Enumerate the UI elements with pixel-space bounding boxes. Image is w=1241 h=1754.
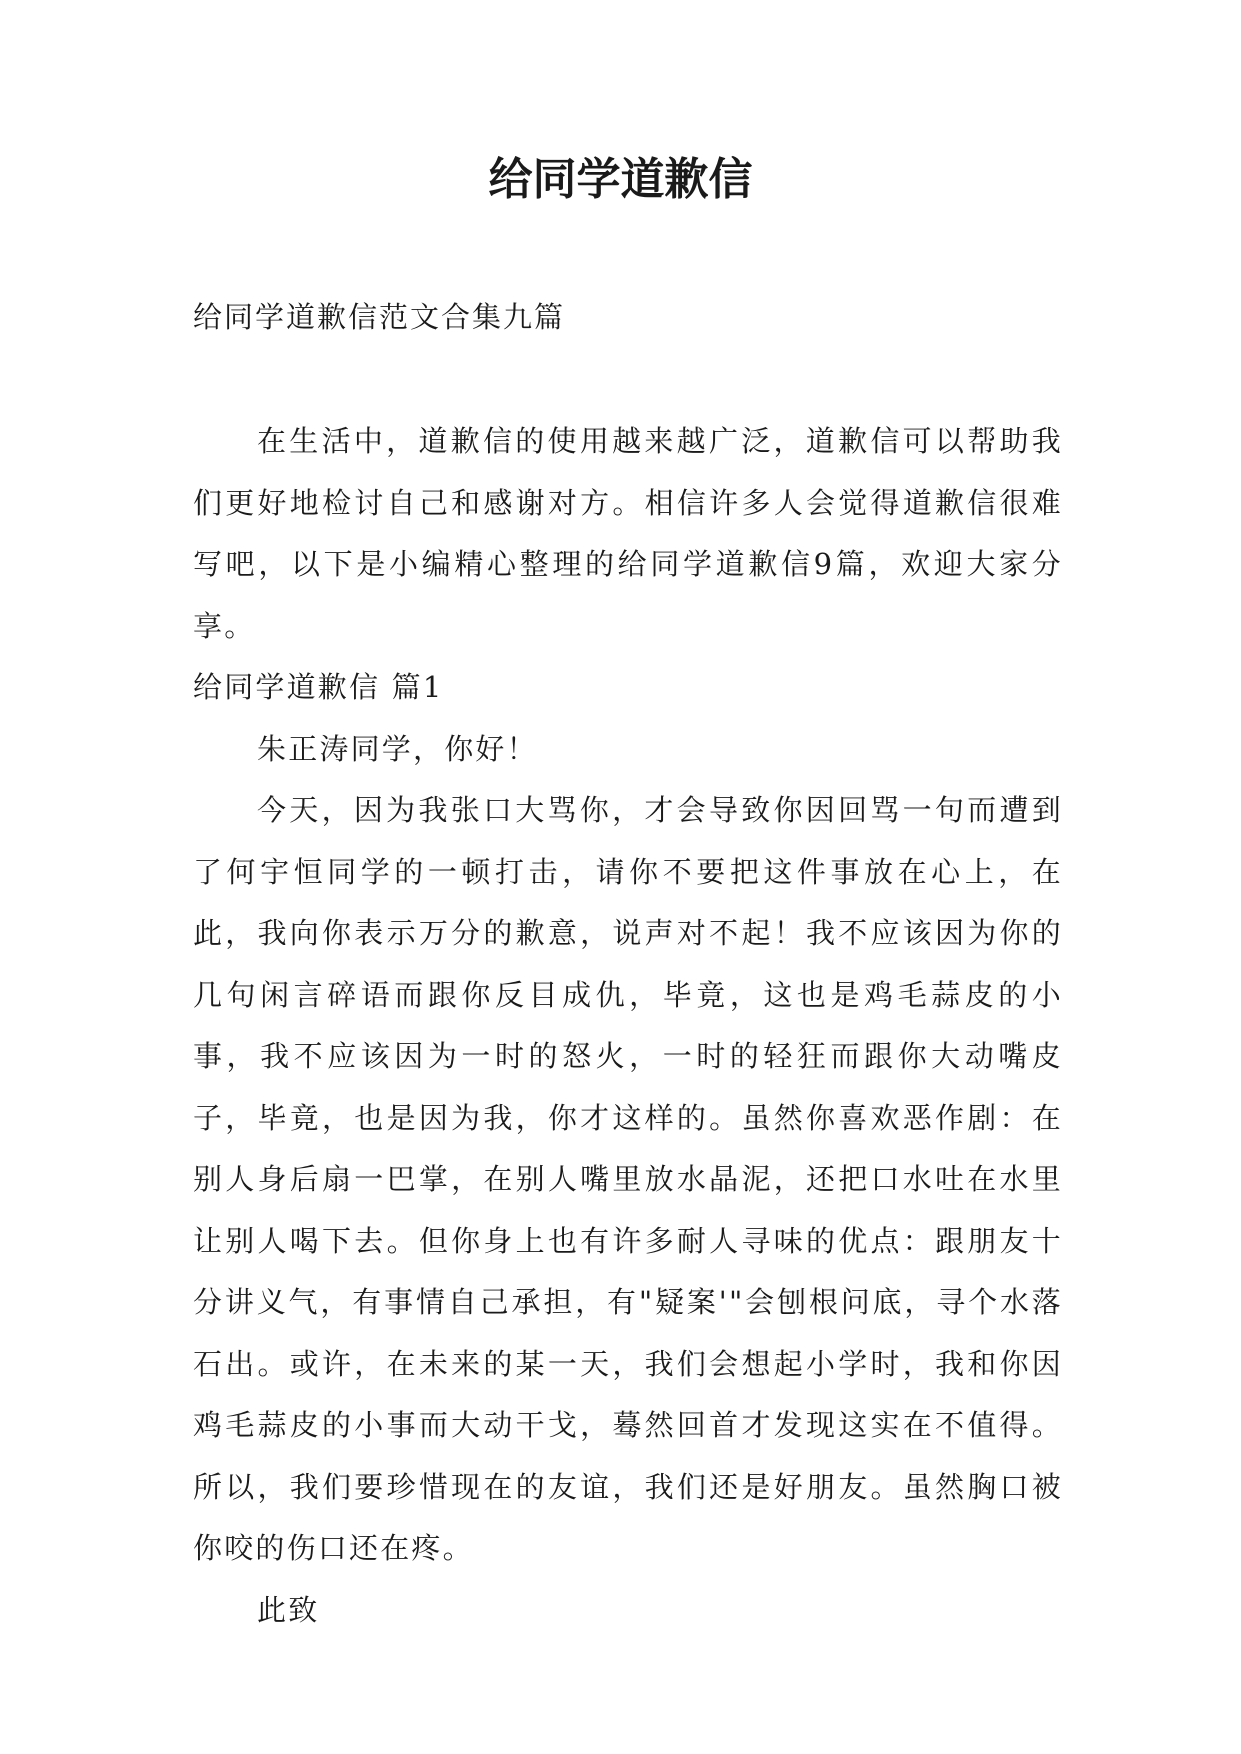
letter-salutation: 朱正涛同学，你好！ [257, 731, 538, 766]
document-body [193, 411, 1063, 1641]
document-title: 给同学道歉信 [488, 154, 753, 205]
intro-paragraph: 在生活中，道歉信的使用越来越广泛，道歉信可以帮助我们更好地检讨自己和感谢对方。相信许多人会觉得道歉信很难写吧，以下是小编精心整理的给同学道歉信9篇，欢迎大家分享。 [193, 424, 1063, 643]
letter-body-paragraph: 今天，因为我张口大骂你，才会导致你因回骂一句而遭到了何宇恒同学的一顿打击，请你不要把这件事放在心上，在此，我向你表示万分的歉意，说声对不起！我不应该因为你的几句闲言碎语而跟你反目成仇，毕竟，这也是鸡毛蒜皮的小事，我不应该因为一时的怒火，一时的轻狂而跟你大动嘴皮子，毕竟，也是因为我，你才这样的。虽然你喜欢恶作剧：在别人身后扇一巴掌，在别人嘴里放水晶泥，还把口水吐在水里让别人喝下去。但你身上也有许多耐人寻味的优点：跟朋友十分讲义气，有事情自己承担，有"疑案'"会刨根问底，寻个水落石出。或许，在未来的某一天，我们会想起小学时，我和你因鸡毛蒜皮的小事而大动干戈，蓦然回首才发现这实在不值得。所以，我们要珍惜现在的友谊，我们还是好朋友。虽然胸口被你咬的伤口还在疼。 [193, 793, 1063, 1565]
letter-closing: 此致 [257, 1592, 320, 1627]
document-subtitle: 给同学道歉信范文合集九篇 [193, 300, 566, 334]
section-heading: 给同学道歉信 篇1 [193, 670, 444, 704]
